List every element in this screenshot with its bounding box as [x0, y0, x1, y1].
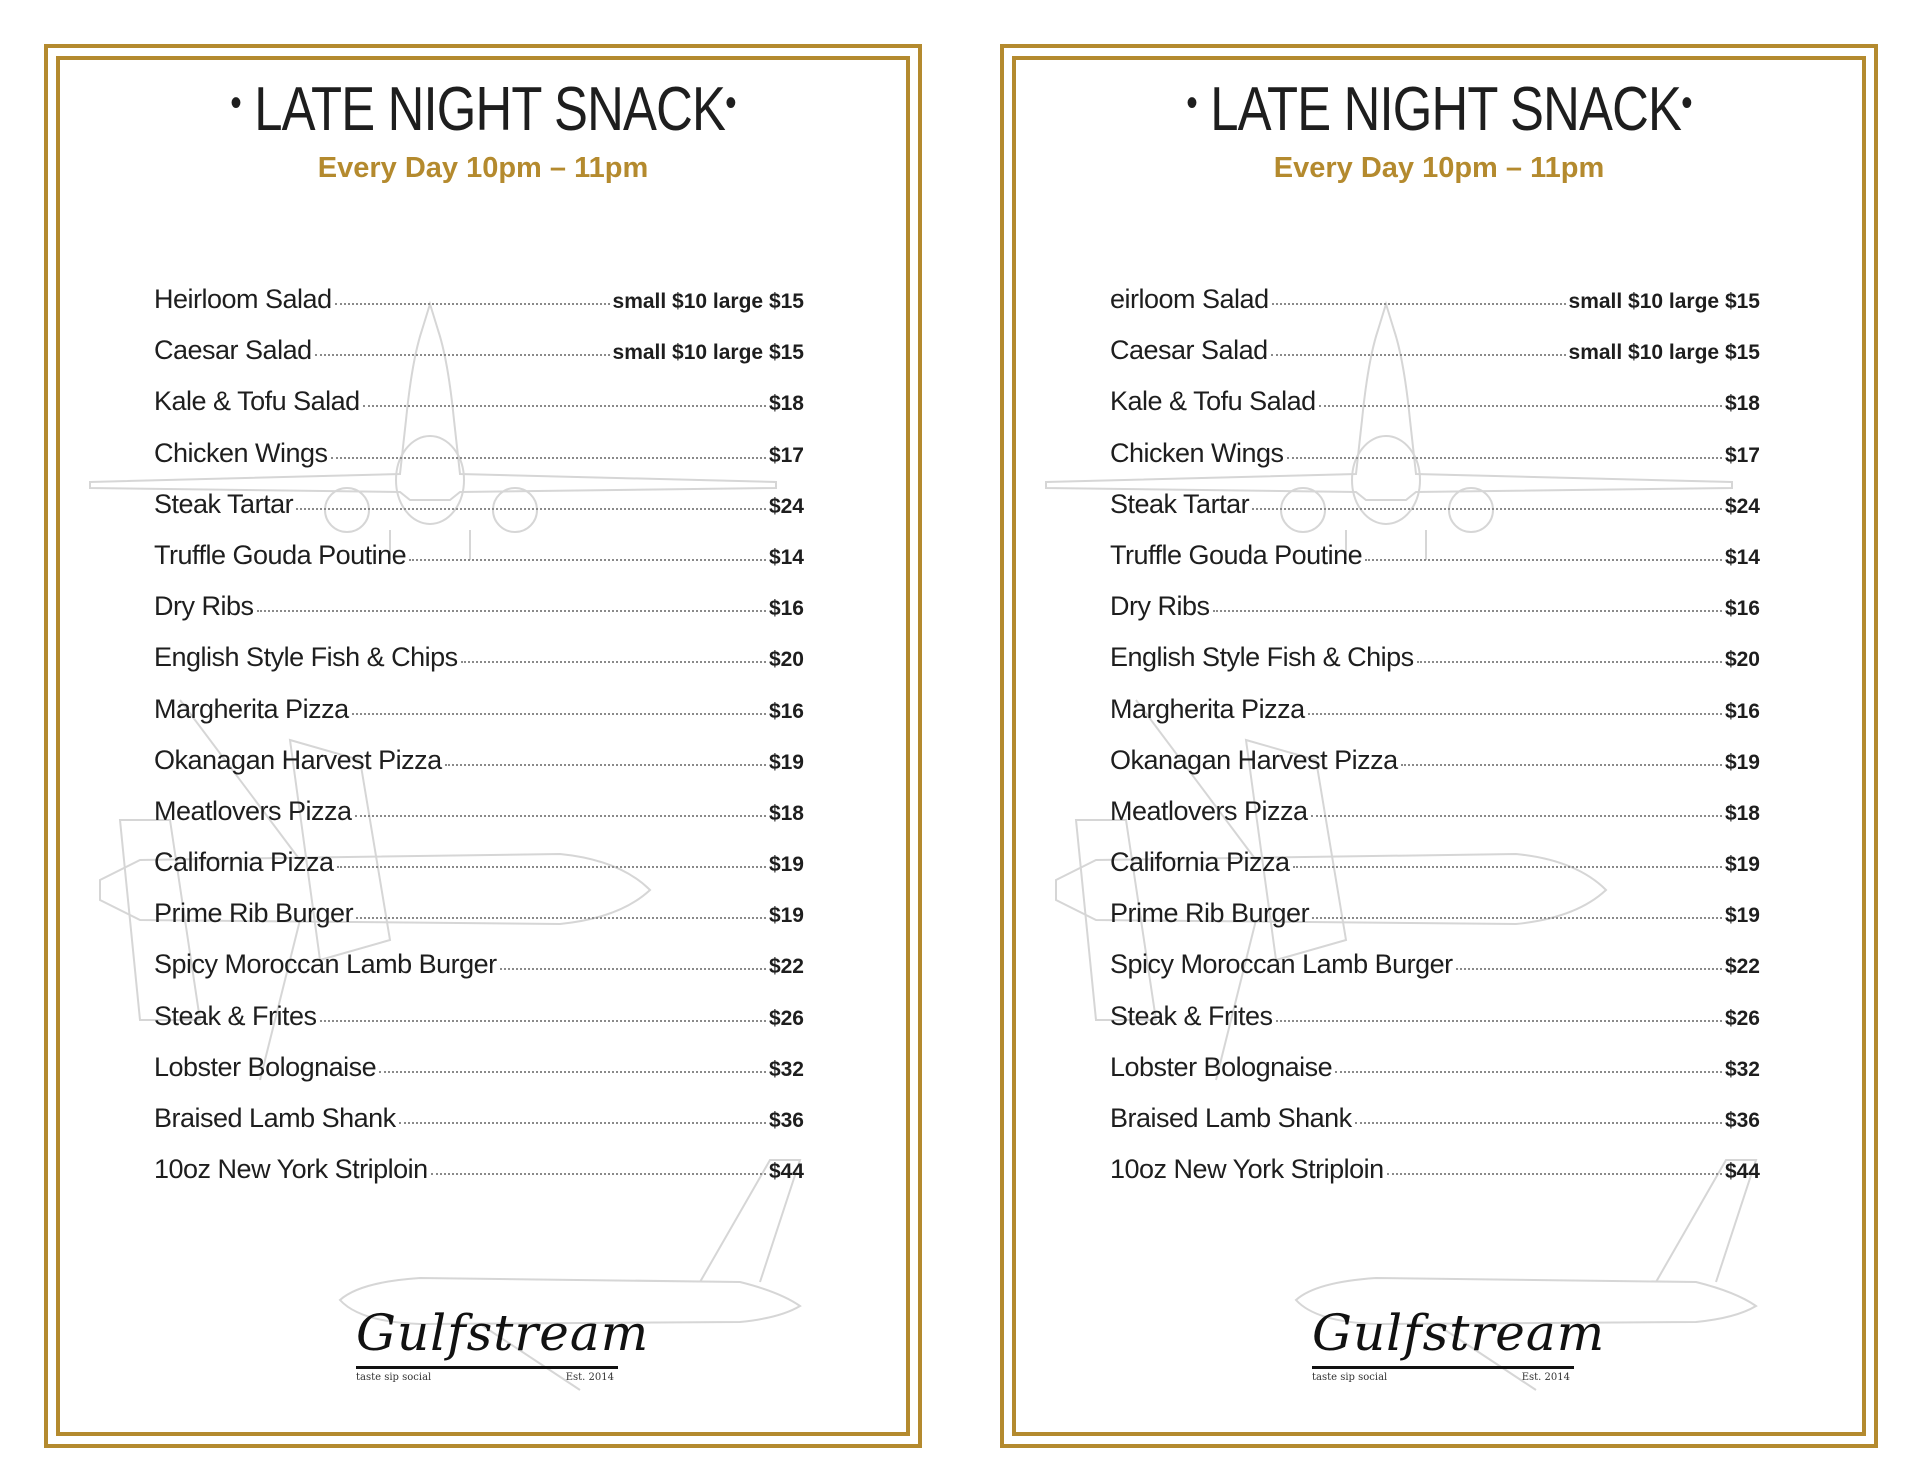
item-price: $18 — [1724, 392, 1760, 416]
dotted-leader — [1271, 354, 1566, 356]
logo-tagline: taste sip social — [356, 1372, 432, 1383]
menu-item — [1110, 335, 1760, 386]
menu-item — [1110, 1154, 1760, 1205]
menu-page-inner-border — [56, 56, 910, 1436]
menu-item — [154, 1154, 804, 1205]
item-price: $44 — [768, 1160, 804, 1184]
item-price: $16 — [768, 597, 804, 621]
menu-item — [1110, 1052, 1760, 1103]
item-price: $19 — [768, 750, 804, 774]
item-price: $20 — [1724, 648, 1760, 672]
item-name: Meatlovers Pizza — [154, 795, 352, 826]
dotted-leader — [352, 713, 766, 715]
dotted-leader — [315, 354, 610, 356]
item-name: Steak & Frites — [154, 1000, 317, 1031]
item-price: $19 — [1724, 853, 1760, 877]
menu-item — [1110, 438, 1760, 489]
menu-item — [154, 796, 804, 847]
item-name: Braised Lamb Shank — [154, 1103, 396, 1133]
logo-tagline: taste sip social — [1312, 1372, 1388, 1383]
item-name: English Style Fish & Chips — [1110, 642, 1414, 673]
dotted-leader — [1401, 764, 1722, 766]
item-price: $19 — [768, 904, 804, 928]
logo-established: Est. 2014 — [565, 1372, 614, 1383]
menu-item — [154, 540, 804, 591]
menu-page-inner-border — [1012, 56, 1866, 1436]
menu-item — [1110, 386, 1760, 437]
logo-underline — [356, 1366, 618, 1369]
menu-item — [1110, 591, 1760, 642]
menu-page-left — [44, 44, 922, 1448]
dotted-leader — [500, 968, 766, 970]
item-price: $26 — [768, 1006, 804, 1030]
gulfstream-logo — [356, 1304, 650, 1384]
item-name: Caesar Salad — [154, 335, 312, 366]
item-price: small $10 large $15 — [612, 290, 804, 313]
item-name: Lobster Bolognaise — [154, 1051, 377, 1082]
dotted-leader — [331, 457, 766, 459]
item-name: Dry Ribs — [154, 591, 254, 622]
menu-item — [154, 1103, 804, 1154]
gulfstream-logo — [1312, 1304, 1606, 1384]
item-name: Prime Rib Burger — [154, 898, 354, 929]
menu-item — [1110, 898, 1760, 949]
menu-title: • LATE NIGHT SNACK• — [230, 75, 736, 144]
menu-item — [154, 694, 804, 745]
item-price: $44 — [1724, 1160, 1760, 1184]
dotted-leader — [1252, 508, 1722, 510]
item-price: $24 — [768, 494, 804, 518]
dotted-leader — [1308, 713, 1722, 715]
menu-subtitle: Every Day 10pm – 11pm — [317, 152, 649, 184]
item-name: California Pizza — [154, 847, 334, 878]
dotted-leader — [461, 661, 766, 663]
dotted-leader — [1287, 457, 1722, 459]
menu-item — [154, 591, 804, 642]
dotted-leader — [337, 866, 766, 868]
item-price: $14 — [1724, 545, 1760, 569]
logo-wordmark: Gulfstream — [356, 1304, 650, 1362]
item-price: $36 — [768, 1109, 804, 1132]
item-price: $16 — [1724, 699, 1760, 723]
item-name: Margherita Pizza — [1110, 693, 1305, 724]
menu-item — [1110, 489, 1760, 540]
item-price: $17 — [768, 443, 804, 467]
dotted-leader — [399, 1122, 766, 1124]
item-price: $16 — [768, 699, 804, 723]
item-name: 10oz New York Striploin — [1110, 1154, 1384, 1185]
dotted-leader — [1456, 968, 1722, 970]
dotted-leader — [1335, 1071, 1722, 1073]
item-name: Prime Rib Burger — [1110, 898, 1310, 929]
item-price: $18 — [768, 392, 804, 416]
menu-subtitle: Every Day 10pm – 11pm — [1273, 152, 1605, 184]
dotted-leader — [355, 815, 766, 817]
item-name: Steak Tartar — [154, 488, 294, 519]
menu-item — [154, 284, 804, 335]
dotted-leader — [1387, 1173, 1722, 1175]
menu-item — [1110, 949, 1760, 1000]
item-price: $18 — [768, 801, 804, 825]
item-name: Chicken Wings — [1110, 437, 1284, 468]
dotted-leader — [356, 917, 766, 919]
item-name: Spicy Moroccan Lamb Burger — [154, 949, 497, 980]
item-name: Kale & Tofu Salad — [1110, 386, 1316, 417]
item-name: Margherita Pizza — [154, 693, 349, 724]
dotted-leader — [1293, 866, 1722, 868]
dotted-leader — [363, 405, 766, 407]
item-price: $14 — [768, 545, 804, 569]
logo-underline — [1312, 1366, 1574, 1369]
menu-item — [154, 949, 804, 1000]
dotted-leader — [1311, 815, 1722, 817]
dotted-leader — [335, 303, 610, 305]
dotted-leader — [1355, 1122, 1722, 1124]
menu-list — [1110, 284, 1760, 1205]
dotted-leader — [1213, 610, 1722, 612]
item-price: $19 — [1724, 904, 1760, 928]
dotted-leader — [296, 508, 766, 510]
menu-item — [154, 438, 804, 489]
menu-item — [154, 745, 804, 796]
item-price: $24 — [1724, 494, 1760, 518]
dotted-leader — [445, 764, 766, 766]
item-name: Chicken Wings — [154, 437, 328, 468]
item-price: $32 — [768, 1057, 804, 1081]
item-name: Truffle Gouda Poutine — [154, 539, 407, 570]
dotted-leader — [1319, 405, 1722, 407]
item-price: $19 — [1724, 750, 1760, 774]
item-name: Heirloom Salad — [154, 284, 332, 314]
item-price: $22 — [768, 955, 804, 979]
dotted-leader — [1365, 559, 1722, 561]
item-price: $36 — [1724, 1109, 1760, 1132]
item-name: eirloom Salad — [1110, 284, 1269, 314]
menu-item — [154, 642, 804, 693]
item-name: Kale & Tofu Salad — [154, 386, 360, 417]
dotted-leader — [1272, 303, 1566, 305]
logo-wordmark: Gulfstream — [1312, 1304, 1606, 1362]
item-name: Spicy Moroccan Lamb Burger — [1110, 949, 1453, 980]
menu-item — [154, 1001, 804, 1052]
dotted-leader — [409, 559, 766, 561]
item-price: $17 — [1724, 443, 1760, 467]
item-name: Meatlovers Pizza — [1110, 795, 1308, 826]
menu-item — [154, 847, 804, 898]
item-price: small $10 large $15 — [612, 341, 804, 365]
item-price: $19 — [768, 853, 804, 877]
menu-item — [1110, 540, 1760, 591]
menu-item — [154, 386, 804, 437]
item-name: 10oz New York Striploin — [154, 1154, 428, 1185]
item-price: $20 — [768, 648, 804, 672]
menu-item — [154, 335, 804, 386]
menu-item — [1110, 1001, 1760, 1052]
logo-established: Est. 2014 — [1521, 1372, 1570, 1383]
dotted-leader — [1276, 1020, 1722, 1022]
item-name: English Style Fish & Chips — [154, 642, 458, 673]
dotted-leader — [257, 610, 766, 612]
menu-item — [1110, 1103, 1760, 1154]
item-price: $26 — [1724, 1006, 1760, 1030]
dotted-leader — [1312, 917, 1722, 919]
menu-item — [154, 1052, 804, 1103]
item-name: Dry Ribs — [1110, 591, 1210, 622]
item-name: Truffle Gouda Poutine — [1110, 539, 1363, 570]
menu-item — [154, 898, 804, 949]
menu-item — [1110, 642, 1760, 693]
dotted-leader — [379, 1071, 766, 1073]
menu-page-right — [1000, 44, 1878, 1448]
menu-item — [1110, 745, 1760, 796]
item-name: California Pizza — [1110, 847, 1290, 878]
menu-list — [154, 284, 804, 1205]
dotted-leader — [431, 1173, 766, 1175]
menu-item — [1110, 694, 1760, 745]
dotted-leader — [320, 1020, 766, 1022]
menu-item — [1110, 847, 1760, 898]
item-name: Okanagan Harvest Pizza — [1110, 744, 1398, 775]
item-name: Steak Tartar — [1110, 488, 1250, 519]
item-name: Caesar Salad — [1110, 335, 1268, 366]
item-name: Steak & Frites — [1110, 1000, 1273, 1031]
item-price: $18 — [1724, 801, 1760, 825]
item-price: $22 — [1724, 955, 1760, 979]
item-price: small $10 large $15 — [1568, 290, 1760, 313]
item-price: small $10 large $15 — [1568, 341, 1760, 365]
item-name: Okanagan Harvest Pizza — [154, 744, 442, 775]
menu-item — [154, 489, 804, 540]
menu-title: • LATE NIGHT SNACK• — [1186, 75, 1692, 144]
dotted-leader — [1417, 661, 1722, 663]
item-price: $16 — [1724, 597, 1760, 621]
menu-item — [1110, 284, 1760, 335]
item-name: Braised Lamb Shank — [1110, 1103, 1352, 1133]
menu-item — [1110, 796, 1760, 847]
item-price: $32 — [1724, 1057, 1760, 1081]
item-name: Lobster Bolognaise — [1110, 1051, 1333, 1082]
